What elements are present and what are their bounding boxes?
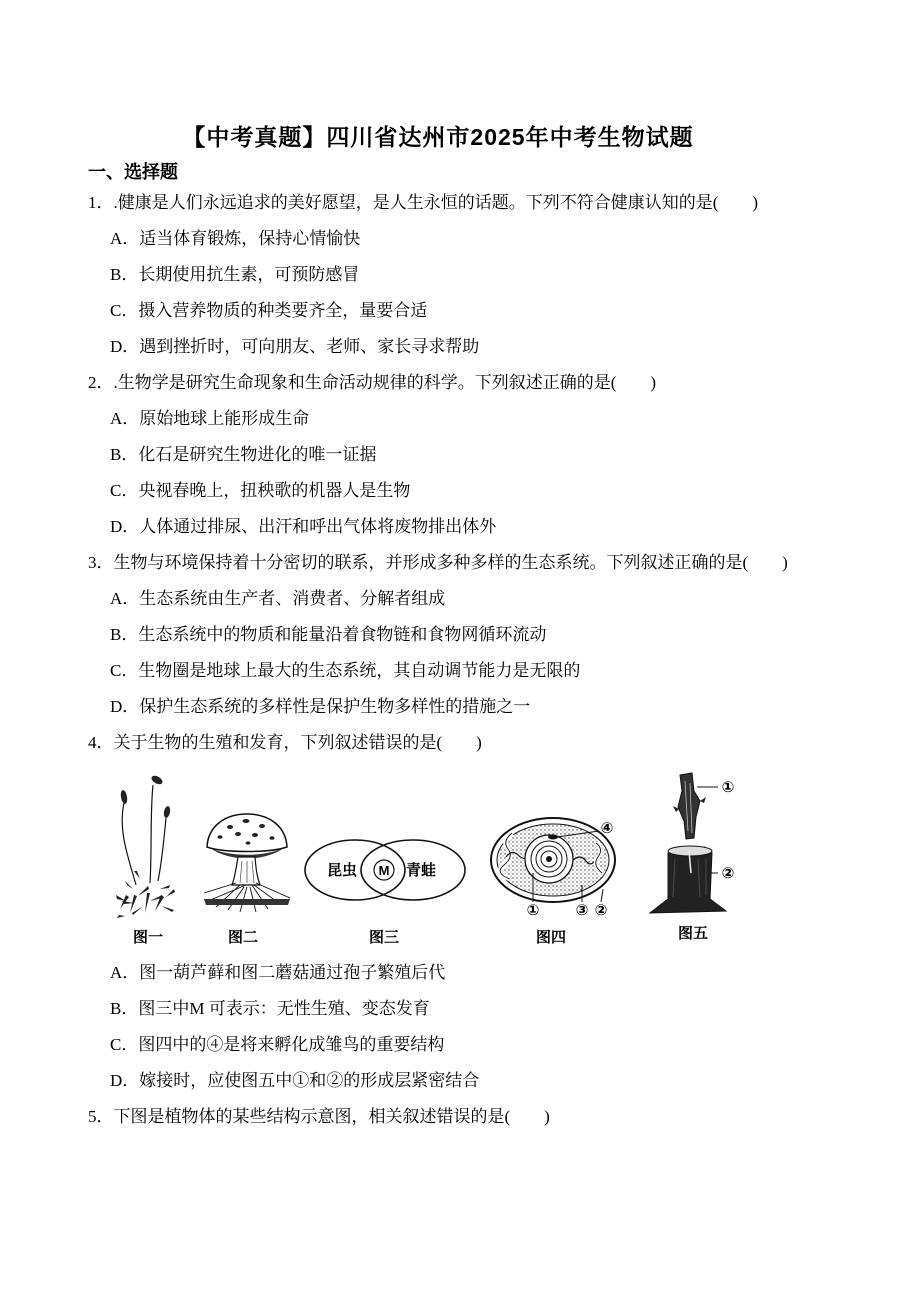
option-label: A． — [110, 589, 140, 608]
option-label: C． — [110, 661, 139, 680]
mushroom-drawing — [204, 814, 290, 912]
question-2-option-a — [88, 401, 808, 437]
graft-marker-1: ① — [721, 779, 735, 796]
option-text: 图四中的④是将来孵化成雏鸟的重要结构 — [138, 1035, 445, 1054]
question-3-option-c — [88, 653, 808, 689]
option-text: 长期使用抗生素，可预防感冒 — [138, 265, 360, 284]
question-5-stem — [88, 1099, 808, 1135]
question-number: 2． — [88, 373, 114, 392]
question-2-option-b — [88, 437, 808, 473]
venn-right-label: 青蛙 — [405, 862, 437, 879]
option-label: D． — [110, 1071, 140, 1090]
question-number: 4． — [88, 733, 114, 752]
question-4-option-c — [88, 1027, 808, 1063]
question-1-option-a — [88, 221, 808, 257]
question-text: 生物与环境保持着十分密切的联系，并形成多种多样的生态系统。下列叙述正确的是( ) — [113, 553, 788, 572]
egg-marker-1: ① — [526, 902, 540, 919]
option-text: 原始地球上能形成生命 — [139, 409, 310, 428]
question-4-stem — [88, 725, 808, 761]
question-3-option-a — [88, 581, 808, 617]
egg-marker-2: ② — [594, 902, 608, 919]
option-label: B． — [110, 445, 139, 464]
question-text: 关于生物的生殖和发育，下列叙述错误的是( ) — [113, 733, 482, 752]
option-text: 人体通过排尿、出汗和呼出气体将废物排出体外 — [139, 517, 497, 536]
question-2-stem — [88, 365, 808, 401]
question-list — [88, 185, 808, 1135]
option-label: D． — [110, 517, 140, 536]
option-label: B． — [110, 625, 139, 644]
question-4-option-d — [88, 1063, 808, 1099]
option-text: 嫁接时，应使图五中①和②的形成层紧密结合 — [139, 1071, 480, 1090]
option-label: A． — [110, 963, 140, 982]
figure-illustrations — [0, 761, 920, 955]
question-1-stem — [88, 185, 808, 221]
question-text: 下图是植物体的某些结构示意图，相关叙述错误的是( ) — [113, 1107, 550, 1126]
section-heading: 一、选择题 — [88, 162, 178, 182]
question-number: 1． — [88, 193, 114, 212]
option-label: B． — [110, 999, 139, 1018]
question-number: 5． — [88, 1107, 114, 1126]
option-text: 生态系统由生产者、消费者、分解者组成 — [139, 589, 446, 608]
venn-left-label: 昆虫 — [326, 862, 358, 879]
option-text: 保护生态系统的多样性是保护生物多样性的措施之一 — [139, 697, 531, 716]
option-text: 央视春晚上，扭秧歌的机器人是生物 — [138, 481, 411, 500]
question-text: .生物学是研究生命现象和生命活动规律的科学。下列叙述正确的是( ) — [113, 373, 657, 392]
question-3-option-d — [88, 689, 808, 725]
option-text: 生态系统中的物质和能量沿着食物链和食物网循环流动 — [138, 625, 547, 644]
option-label: D． — [110, 697, 140, 716]
caption-figure-3: 图三 — [368, 929, 400, 946]
option-label: C． — [110, 481, 139, 500]
question-3-stem — [88, 545, 808, 581]
question-1-option-d — [88, 329, 808, 365]
option-text: 化石是研究生物进化的唯一证据 — [138, 445, 377, 464]
question-4-option-a — [88, 955, 808, 991]
venn-diagram — [305, 840, 465, 900]
grafting-diagram — [650, 773, 734, 913]
option-label: A． — [110, 409, 140, 428]
egg-diagram — [491, 818, 615, 919]
option-text: 适当体育锻炼，保持心情愉快 — [139, 229, 361, 248]
option-label: D． — [110, 337, 140, 356]
option-label: C． — [110, 1035, 139, 1054]
venn-middle-label: M — [378, 863, 390, 878]
option-text: 生物圈是地球上最大的生态系统，其自动调节能力是无限的 — [138, 661, 581, 680]
option-text: 图一葫芦藓和图二蘑菇通过孢子繁殖后代 — [139, 963, 446, 982]
option-label: A． — [110, 229, 140, 248]
option-label: B． — [110, 265, 139, 284]
question-text: .健康是人们永远追求的美好愿望，是人生永恒的话题。下列不符合健康认知的是( ) — [113, 193, 759, 212]
question-number: 3． — [88, 553, 114, 572]
option-text: 图三中M 可表示：无性生殖、变态发育 — [138, 999, 430, 1018]
option-label: C． — [110, 301, 139, 320]
moss-drawing — [116, 774, 175, 918]
question-4-option-b — [88, 991, 808, 1027]
egg-marker-3: ③ — [575, 902, 589, 919]
question-3-option-b — [88, 617, 808, 653]
caption-figure-2: 图二 — [227, 929, 259, 946]
page-title: 【中考真题】四川省达州市2025年中考生物试题 — [182, 124, 694, 150]
question-2-option-d — [88, 509, 808, 545]
question-2-option-c — [88, 473, 808, 509]
question-4-figure — [88, 761, 808, 955]
caption-figure-1: 图一 — [132, 929, 164, 946]
question-1-option-c — [88, 293, 808, 329]
egg-marker-4: ④ — [600, 820, 614, 837]
graft-marker-2: ② — [721, 865, 735, 882]
option-text: 摄入营养物质的种类要齐全，量要合适 — [138, 301, 428, 320]
caption-figure-4: 图四 — [535, 929, 567, 946]
caption-figure-5: 图五 — [677, 925, 709, 942]
question-1-option-b — [88, 257, 808, 293]
option-text: 遇到挫折时，可向朋友、老师、家长寻求帮助 — [139, 337, 480, 356]
